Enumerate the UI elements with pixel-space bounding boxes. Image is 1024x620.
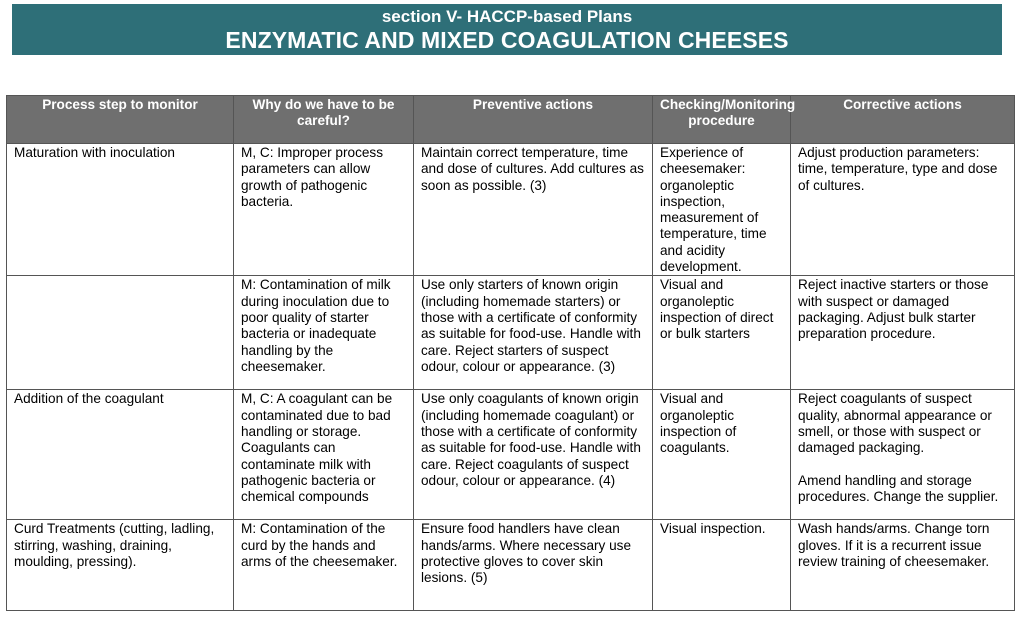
corrective-text-extra: Amend handling and storage procedures. Change the supplier. bbox=[798, 472, 999, 504]
cell-checking-procedure: Visual and organoleptic inspection of coagulants. bbox=[653, 390, 791, 520]
cell-why-careful: M, C: Improper process parameters can allow growth of pathogenic bacteria. bbox=[234, 144, 414, 276]
cell-checking-procedure: Experience of cheesemaker: organoleptic inspection, measurement of temperature, time and acidity development. bbox=[653, 144, 791, 276]
table-header-row bbox=[7, 96, 1015, 144]
cell-process-step: Addition of the coagulant bbox=[7, 390, 234, 520]
haccp-table bbox=[6, 95, 1015, 611]
corrective-text: Reject coagulants of suspect quality, abnormal appearance or smell, or those with suspect or damaged packaging. bbox=[798, 391, 992, 456]
table-row bbox=[7, 276, 1015, 390]
cell-checking-procedure: Visual inspection. bbox=[653, 520, 791, 611]
cell-why-careful: M: Contamination of milk during inoculation due to poor quality of starter bacteria or inadequate handling by the cheesemaker. bbox=[234, 276, 414, 390]
section-subtitle: section V- HACCP-based Plans bbox=[381, 7, 633, 26]
page-title: ENZYMATIC AND MIXED COAGULATION CHEESES bbox=[225, 27, 789, 53]
table-row bbox=[7, 390, 1015, 520]
column-header-preventive-actions: Preventive actions bbox=[414, 96, 653, 144]
section-banner bbox=[12, 4, 1002, 55]
cell-process-step: Maturation with inoculation bbox=[7, 144, 234, 276]
cell-why-careful: M, C: A coagulant can be contaminated due to bad handling or storage. Coagulants can contaminate milk with pathogenic bacteria or chemical compounds bbox=[234, 390, 414, 520]
column-header-checking-procedure: Checking/Monitoring procedure bbox=[653, 96, 791, 144]
cell-corrective-actions: Reject inactive starters or those with suspect or damaged packaging. Adjust bulk starter preparation procedure. bbox=[791, 276, 1015, 390]
cell-checking-procedure: Visual and organoleptic inspection of direct or bulk starters bbox=[653, 276, 791, 390]
table-row bbox=[7, 520, 1015, 611]
cell-preventive-actions: Ensure food handlers have clean hands/arms. Where necessary use protective gloves to cover skin lesions. (5) bbox=[414, 520, 653, 611]
table-row bbox=[7, 144, 1015, 276]
cell-why-careful: M: Contamination of the curd by the hands and arms of the cheesemaker. bbox=[234, 520, 414, 611]
cell-preventive-actions: Use only starters of known origin (including homemade starters) or those with a certificate of conformity as suitable for food-use. Handle with care. Reject starters of suspect odour, colour or appearance. (3) bbox=[414, 276, 653, 390]
cell-corrective-actions: Wash hands/arms. Change torn gloves. If it is a recurrent issue review training of cheesemaker. bbox=[791, 520, 1015, 611]
column-header-why-careful: Why do we have to be careful? bbox=[234, 96, 414, 144]
cell-corrective-actions bbox=[791, 390, 1015, 520]
cell-process-step bbox=[7, 276, 234, 390]
column-header-process-step: Process step to monitor bbox=[7, 96, 234, 144]
cell-preventive-actions: Maintain correct temperature, time and dose of cultures. Add cultures as soon as possible. (3) bbox=[414, 144, 653, 276]
cell-corrective-actions: Adjust production parameters: time, temperature, type and dose of cultures. bbox=[791, 144, 1015, 276]
column-header-corrective-actions: Corrective actions bbox=[791, 96, 1015, 144]
paragraph-gap bbox=[798, 457, 1007, 473]
cell-preventive-actions: Use only coagulants of known origin (including homemade coagulant) or those with a certificate of conformity as suitable for food-use. Handle with care. Reject coagulants of suspect odour, colour or appearance. (4) bbox=[414, 390, 653, 520]
cell-process-step: Curd Treatments (cutting, ladling, stirring, washing, draining, moulding, pressing). bbox=[7, 520, 234, 611]
